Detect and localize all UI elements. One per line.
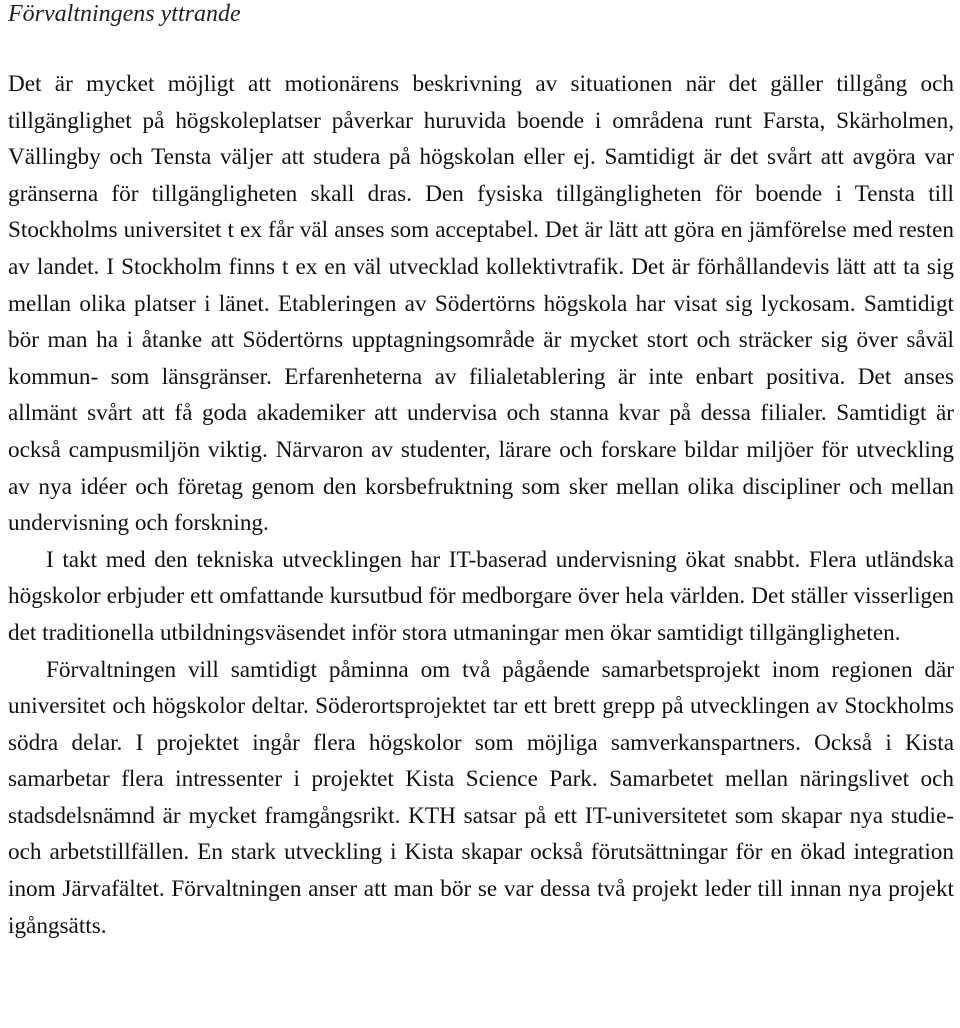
paragraph-3: Förvaltningen vill samtidigt påminna om två pågående samarbetsprojekt inom regionen där universitet och högskolor deltar. Söderortsprojektet tar ett brett grepp på utvecklingen av Stockholms södra delar. I projektet ingår flera högskolor som möjliga samverkanspartners. Också i Kista samarbetar flera intressenter i projektet Kista Science Park. Samarbetet mellan näringslivet och stadsdelsnämnd är mycket framgångsrikt. KTH satsar på ett IT-universitetet som skapar nya studie- och arbetstillfällen. En stark utveckling i Kista skapar också förutsättningar för en ökad integration inom Järvafältet. Förvaltningen anser att man bör se var dessa två projekt leder till innan nya projekt igångsätts. — [8, 656, 954, 939]
document-heading: Förvaltningens yttrande — [8, 1, 241, 27]
paragraph-2: I takt med den tekniska utvecklingen har IT-baserad undervisning ökat snabbt. Flera utländska högskolor erbjuder ett omfattande kursutbud för medborgare över hela världen. Det ställer visserligen det traditionella utbildningsväsendet inför stora utmaningar men ökar samtidigt tillgängligheten. — [8, 546, 954, 646]
document-page — [8, 0, 954, 944]
paragraph-1: Det är mycket möjligt att motionärens beskrivning av situationen när det gäller tillgång och tillgänglighet på högskoleplatser påverkar huruvida boende i områdena runt Farsta, Skärholmen, Vällingby och Tensta väljer att studera på högskolan eller ej. Samtidigt är det svårt att avgöra var gränserna för tillgängligheten skall dras. Den fysiska tillgängligheten för boende i Tensta till Stockholms universitet t ex får väl anses som acceptabel. Det är lätt att göra en jämförelse med resten av landet. I Stockholm finns t ex en väl utvecklad kollektivtrafik. Det är förhållandevis lätt att ta sig mellan olika platser i länet. Etableringen av Södertörns högskola har visat sig lyckosam. Samtidigt bör man ha i åtanke att Södertörns upptagningsområde är mycket stort och sträcker sig över såväl kommun- som länsgränser. Erfarenheterna av filialetablering är inte enbart positiva. Det anses allmänt svårt att få goda akademiker att undervisa och stanna kvar på dessa filialer. Samtidigt är också campusmiljön viktig. Närvaron av studenter, lärare och forskare bildar miljöer för utveckling av nya idéer och företag genom den korsbefruktning som sker mellan olika discipliner och mellan undervisning och forskning. — [8, 71, 954, 537]
